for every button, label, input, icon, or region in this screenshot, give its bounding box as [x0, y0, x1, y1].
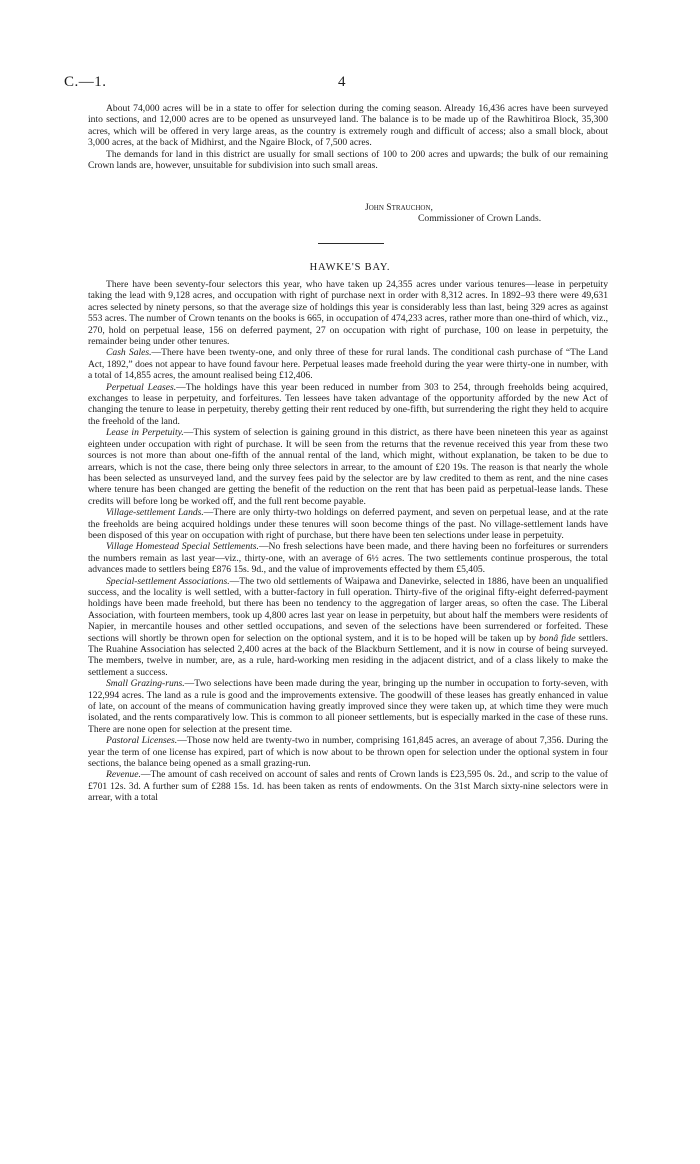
intro-paragraph: About 74,000 acres will be in a state to offer for selection during the coming season. Already 16,436 acres have been surveyed into sections, and 12,000 acres are to be opened as unsurveyed land. The balance is to be made up of the Rawhitiroa Block, 35,300 acres, which will be offered in very large areas, as the country is extremely rough and difficult of access; also a small block, about 3,000 acres, at the back of Midhirst, and the Ngaire Block, of 7,500 acres.	[88, 103, 608, 149]
intro-paragraph: The demands for land in this district are usually for small sections of 100 to 200 acres and upwards; the bulk of our remaining Crown lands are, however, unsuitable for subdivision into such small areas.	[88, 148, 608, 172]
paragraph-heading: Cash Sales.	[106, 347, 152, 359]
paragraph-text: —The amount of cash received on account of sales and rents of Crown lands is £23,595 0s. 2d., and scrip to the value of £701 12s. 3d. A further sum of £288 15s. 1d. has been taken as rents of endowments. On the 31st March sixty-nine selectors were in arrear, with a total	[88, 769, 608, 804]
paragraph-heading: Pastoral Licenses.	[106, 735, 178, 747]
paragraph-heading: Village Homestead Special Settlements.	[106, 541, 259, 553]
paragraph-text: —There are only thirty-two holdings on deferred payment, and seven on perpetual lease, and at the rate the freeholds are being acquired holdings under these tenures will soon become things of the past. No village-settlement lands have been disposed of this year on occupation with right of purchase, but there have been ten selections under lease in perpetuity.	[88, 507, 608, 541]
paragraph-text: —This system of selection is gaining ground in this district, as there have been nineteen this year as against eighteen under occupation with right of purchase. It will be seen from the returns that the revenue received this year from these two sources is not more than about one-fifth of the annual rental of the land, which might, without explanation, be taken to be due to arrears, which is not the case, there being only three selectors in arrear, to the amount of £20 19s. The reason is that nearly the whole has been selected as unsurveyed land, and the survey fees paid by the selector are by law credited to them as rent, and the nine cases where tenure has been changed are getting the benefit of the reduction on the rent that has been paid as perpetual-lease lands. These credits will before long be worked off, and the full rent become payable.	[88, 427, 609, 507]
paragraph-heading: Village-settlement Lands.	[106, 507, 204, 519]
paragraph-village-homestead	[88, 541, 608, 575]
paragraph-heading: Small Grazing-runs.	[106, 678, 185, 690]
paragraph-special-settlement	[88, 576, 608, 679]
paragraph-heading: Revenue.	[106, 769, 141, 781]
paragraph-pastoral-licenses	[88, 735, 608, 769]
section-heading: HAWKE'S BAY.	[309, 262, 391, 273]
paragraph-village-settlement	[88, 507, 608, 541]
page-number: 4	[338, 74, 346, 90]
paragraph-heading: Lease in Perpetuity.	[106, 427, 184, 439]
paragraph-text: —There have been twenty-one, and only three of these for rural lands. The conditional cash purchase of “The Land Act, 1892,” does not appear to have found favour here. Perpetual leases made freehold during the year were thirty-one in number, with a total of 14,855 acres, the amount realised being £12,406.	[88, 347, 608, 382]
paragraph-text: —Two selections have been made during the year, bringing up the number in occupation to forty-seven, with 122,994 acres. The land as a rule is good and the improvements extensive. The goodwill of these leases has greatly enhanced in value of late, on account of the means of communication having greatly improved since they were taken up, at which time they were much isolated, and the rents comparatively low. This is common to all pioneer settlements, but is especially marked in the case of these runs. There are none open for selection at the present time.	[88, 678, 608, 735]
paragraph-cash-sales	[88, 347, 608, 381]
section-divider	[318, 243, 384, 244]
paragraph-text: —The two old settlements of Waipawa and Danevirke, selected in 1886, have been an unqualified success, and the locality is well settled, with a butter-factory in full operation. Thirty-five of the original fifty-eight deferred-payment holdings have been made freehold, but there has been no tendency to the aggregation of larger areas, so often the case. The Liberal Association, with fourteen members, took up 4,800 acres last year on lease in perpetuity, but about half the members were residents of Napier, in mercantile houses and other settled occupations, and seven of the selections have been surrendered or forfeited. These sections will shortly be thrown open for selection on the optional system, and it is to be hoped will be taken up by	[88, 575, 608, 644]
paragraph-heading: Special-settlement Associations.	[106, 575, 230, 587]
italic-phrase: bonâ fide	[539, 632, 576, 644]
hawkes-bay-section	[88, 279, 608, 804]
signatory-title: Commissioner of Crown Lands.	[418, 213, 542, 224]
intro-section	[88, 103, 608, 171]
opening-paragraph: There have been seventy-four selectors this year, who have taken up 24,355 acres under various tenures—lease in perpetuity taking the lead with 9,128 acres, and occupation with right of purchase next in order with 8,312 acres. In 1892–93 there were 49,631 acres selected by ninety persons, so that the average size of holdings this year is considerably less than last, being 329 acres as against 553 acres. The number of Crown tenants on the books is 665, in occupation of 474,233 acres, rather more than one-third of which, viz., 270, hold on perpetual lease, 156 on deferred payment, 27 on occupation with right of purchase, 100 on lease in perpetuity, the remainder being under other tenures.	[88, 279, 608, 348]
signatory-name: John Strauchon,	[365, 202, 433, 213]
page-reference: C.—1.	[64, 74, 107, 90]
paragraph-small-grazing-runs	[88, 678, 608, 735]
paragraph-perpetual-leases	[88, 382, 608, 428]
paragraph-revenue	[88, 769, 608, 803]
paragraph-text: —The holdings have this year been reduced in number from 303 to 254, through freeholds being acquired, exchanges to lease in perpetuity, and forfeitures. Ten lessees have taken advantage of the opportunity afforded by the new Act of changing the tenure to lease in perpetuity, thereby getting their rent reduced by one-fifth, but surrendering the right they held to acquire the freehold of the land.	[88, 381, 608, 427]
paragraph-text: —Those now held are twenty-two in number, comprising 161,845 acres, an average of about 7,356. During the year the term of one license has expired, part of which is now about to be thrown open for selection under the optional system in four sections, the balance being opened as a small grazing-run.	[88, 735, 608, 770]
paragraph-text-continued: settlers. The Ruahine Association has selected 2,400 acres at the back of the Blackburn Settlement, and it is now in course of being surveyed. The members, twelve in number, are, as a rule, hard-working men residing in the adjacent district, and of a class likely to make the settlement a success.	[88, 632, 608, 678]
paragraph-text: —No fresh selections have been made, and there having been no forfeitures or surrenders the numbers remain as last year—viz., thirty-one, with an average of 6½ acres. The two settlements continue prosperous, the total advances made to settlers being £876 15s. 9d., and the value of improvements effected by them £5,405.	[88, 541, 608, 576]
paragraph-heading: Perpetual Leases.	[106, 381, 177, 393]
paragraph-lease-in-perpetuity	[88, 427, 608, 507]
